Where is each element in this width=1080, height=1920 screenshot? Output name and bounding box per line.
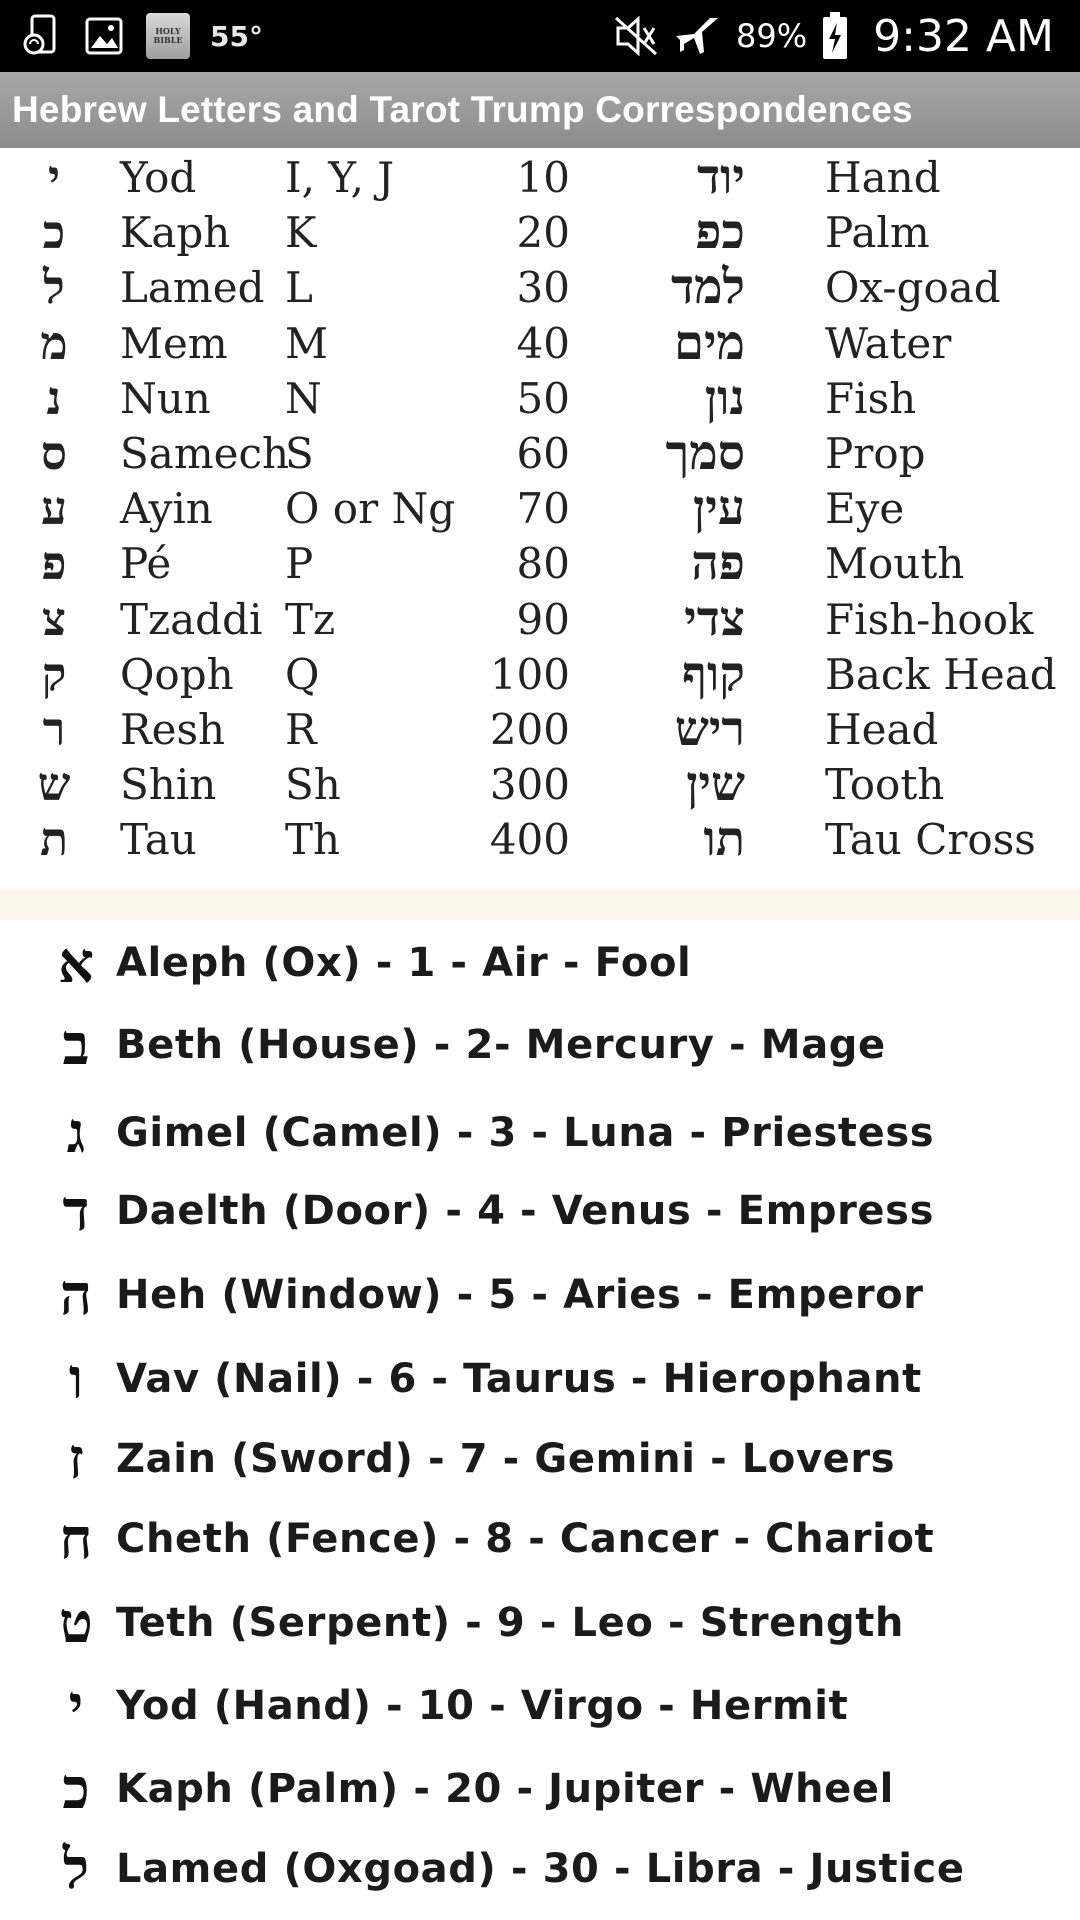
hebrew-spelling: למד — [671, 259, 745, 316]
hebrew-spelling: יוד — [697, 149, 745, 205]
hebrew-letter-glyph: י — [68, 1673, 84, 1739]
correspondence-text: Daelth (Door) - 4 - Venus - Empress — [116, 1188, 934, 1234]
table-row — [0, 205, 1080, 260]
section-divider — [0, 890, 1080, 920]
hebrew-letter-glyph: ר — [42, 702, 66, 756]
english-equivalent: M — [285, 318, 329, 368]
table-row — [0, 702, 1080, 757]
hebrew-letter-glyph: כ — [62, 1756, 90, 1822]
letter-meaning: Prop — [825, 429, 926, 478]
hebrew-letter-glyph: מ — [40, 315, 68, 370]
letter-name: Tzaddi — [120, 594, 263, 644]
hebrew-letter-glyph: ש — [37, 757, 71, 812]
table-row — [0, 536, 1080, 591]
numeric-value: 300 — [489, 760, 570, 810]
english-equivalent: K — [285, 208, 317, 258]
hebrew-spelling: תו — [703, 811, 745, 868]
hebrew-spelling: צדי — [684, 590, 745, 647]
list-item — [0, 1424, 1080, 1494]
status-bar-left — [22, 0, 263, 72]
table-row — [0, 426, 1080, 481]
hebrew-letter-glyph: נ — [46, 370, 62, 425]
english-equivalent: O or Ng — [285, 484, 456, 534]
hebrew-letter-glyph: ל — [62, 1836, 90, 1902]
table-row — [0, 316, 1080, 371]
hebrew-spelling: מים — [674, 314, 745, 371]
list-item — [0, 1754, 1080, 1824]
hebrew-spelling: כפ — [695, 204, 745, 261]
list-item — [0, 1098, 1080, 1168]
english-equivalent: N — [285, 373, 322, 423]
english-equivalent: I, Y, J — [285, 153, 395, 202]
letter-meaning: Ox-goad — [825, 263, 1001, 313]
page-title: Hebrew Letters and Tarot Trump Correspondences — [12, 89, 913, 130]
correspondence-text: Lamed (Oxgoad) - 30 - Libra - Justice — [116, 1846, 965, 1892]
hebrew-letter-glyph: ת — [39, 812, 69, 867]
hebrew-spelling: שין — [686, 756, 745, 813]
battery-percent: 89% — [736, 17, 808, 55]
hebrew-spelling: ריש — [674, 701, 745, 757]
hebrew-letter-glyph: ל — [43, 260, 65, 315]
letter-meaning: Head — [825, 705, 939, 754]
table-row — [0, 481, 1080, 536]
list-item — [0, 1834, 1080, 1904]
letter-meaning: Eye — [825, 484, 905, 534]
hebrew-letter-glyph: ק — [41, 646, 67, 701]
correspondence-text: Teth (Serpent) - 9 - Leo - Strength — [116, 1600, 904, 1646]
numeric-value: 30 — [516, 263, 570, 313]
letter-name: Pé — [120, 539, 172, 589]
table-row — [0, 812, 1080, 867]
table-row — [0, 592, 1080, 647]
clock-time: 9:32 AM — [873, 10, 1054, 62]
numeric-value: 50 — [516, 373, 570, 423]
hebrew-letter-glyph: ג — [66, 1100, 86, 1166]
hebrew-letter-glyph: ט — [59, 1590, 93, 1656]
letter-meaning: Fish-hook — [825, 594, 1034, 644]
letter-name: Nun — [120, 373, 211, 423]
numeric-value: 400 — [489, 815, 570, 865]
battery-charging-icon — [821, 11, 849, 61]
hebrew-spelling: נון — [704, 369, 745, 426]
correspondence-text: Beth (House) - 2- Mercury - Mage — [116, 1022, 886, 1068]
status-bar-right — [612, 0, 1054, 72]
list-item — [0, 1504, 1080, 1574]
numeric-value: 40 — [516, 318, 570, 368]
hebrew-letter-glyph: ע — [40, 481, 68, 536]
letter-name: Mem — [120, 318, 228, 368]
table-row — [0, 757, 1080, 812]
english-equivalent: Tz — [285, 594, 336, 644]
phone-sync-icon — [22, 14, 62, 58]
hebrew-letter-glyph: י — [47, 150, 61, 204]
title-bar — [0, 72, 1080, 148]
hebrew-letter-glyph: ז — [68, 1426, 84, 1492]
correspondence-text: Gimel (Camel) - 3 - Luna - Priestess — [116, 1110, 935, 1156]
airplane-mode-icon — [674, 12, 722, 60]
letter-name: Shin — [120, 760, 217, 810]
letter-meaning: Water — [825, 318, 952, 368]
table-row — [0, 150, 1080, 205]
hebrew-letter-glyph: ב — [62, 1012, 90, 1078]
letter-name: Lamed — [120, 263, 265, 313]
english-equivalent: Sh — [285, 760, 341, 810]
list-item — [0, 1588, 1080, 1658]
letter-name: Ayin — [120, 484, 213, 534]
letter-name: Qoph — [120, 649, 234, 699]
letter-meaning: Fish — [825, 373, 917, 423]
english-equivalent: L — [285, 263, 313, 313]
letter-meaning: Mouth — [825, 539, 965, 589]
letter-name: Resh — [120, 705, 226, 754]
english-equivalent: Q — [285, 649, 320, 699]
english-equivalent: P — [285, 539, 314, 589]
list-item — [0, 1010, 1080, 1080]
hebrew-letter-glyph: ה — [59, 1262, 93, 1328]
gallery-icon — [84, 16, 124, 56]
correspondence-text: Cheth (Fence) - 8 - Cancer - Chariot — [116, 1516, 935, 1562]
correspondence-text: Kaph (Palm) - 20 - Jupiter - Wheel — [116, 1766, 894, 1812]
hebrew-letter-glyph: ח — [59, 1506, 93, 1572]
table-row — [0, 647, 1080, 702]
correspondence-text: Heh (Window) - 5 - Aries - Emperor — [116, 1272, 924, 1318]
correspondence-text: Yod (Hand) - 10 - Virgo - Hermit — [116, 1683, 849, 1729]
letter-name: Tau — [120, 815, 197, 865]
numeric-value: 80 — [516, 539, 570, 589]
numeric-value: 90 — [516, 594, 570, 644]
hebrew-letter-glyph: צ — [41, 591, 67, 646]
list-item — [0, 1344, 1080, 1414]
hebrew-letter-glyph: פ — [41, 536, 67, 591]
letter-meaning: Back Head — [825, 649, 1057, 699]
numeric-value: 200 — [489, 705, 570, 754]
numeric-value: 10 — [516, 153, 570, 202]
hebrew-letter-glyph: ו — [68, 1346, 84, 1412]
correspondence-text: Zain (Sword) - 7 - Gemini - Lovers — [116, 1436, 896, 1482]
bible-icon-label: HOLY BIBLE — [153, 26, 183, 45]
hebrew-spelling: עין — [693, 480, 745, 537]
list-item — [0, 1671, 1080, 1741]
english-equivalent: Th — [285, 815, 341, 865]
mute-icon — [612, 14, 660, 58]
letter-meaning: Tooth — [825, 760, 945, 810]
letter-name: Kaph — [120, 208, 231, 258]
list-item — [0, 1176, 1080, 1246]
letter-meaning: Palm — [825, 208, 930, 258]
letter-name: Samech — [120, 429, 290, 478]
letter-name: Yod — [120, 153, 197, 202]
table-row — [0, 260, 1080, 315]
numeric-value: 100 — [489, 649, 570, 699]
english-equivalent: S — [285, 429, 314, 478]
letter-values-table — [0, 148, 1080, 888]
letter-meaning: Hand — [825, 153, 941, 202]
correspondence-text: Aleph (Ox) - 1 - Air - Fool — [116, 940, 692, 986]
holy-bible-app-icon — [146, 13, 190, 59]
hebrew-letter-glyph: כ — [42, 205, 66, 260]
list-item — [0, 1260, 1080, 1330]
hebrew-letter-glyph: ד — [62, 1178, 90, 1244]
numeric-value: 60 — [516, 429, 570, 478]
english-equivalent: R — [285, 705, 317, 754]
hebrew-letter-glyph: א — [58, 930, 94, 996]
temperature-text: 55° — [210, 19, 263, 53]
status-bar — [0, 0, 1080, 72]
numeric-value: 70 — [516, 484, 570, 534]
tarot-correspondence-list — [0, 920, 1080, 1920]
hebrew-spelling: קוף — [682, 645, 745, 702]
numeric-value: 20 — [516, 208, 570, 258]
hebrew-spelling: סמך — [665, 425, 745, 481]
table-row — [0, 371, 1080, 426]
list-item — [0, 928, 1080, 998]
hebrew-letter-glyph: ס — [40, 426, 68, 480]
letter-meaning: Tau Cross — [825, 815, 1036, 865]
correspondence-text: Vav (Nail) - 6 - Taurus - Hierophant — [116, 1356, 922, 1402]
hebrew-spelling: פה — [691, 535, 745, 592]
